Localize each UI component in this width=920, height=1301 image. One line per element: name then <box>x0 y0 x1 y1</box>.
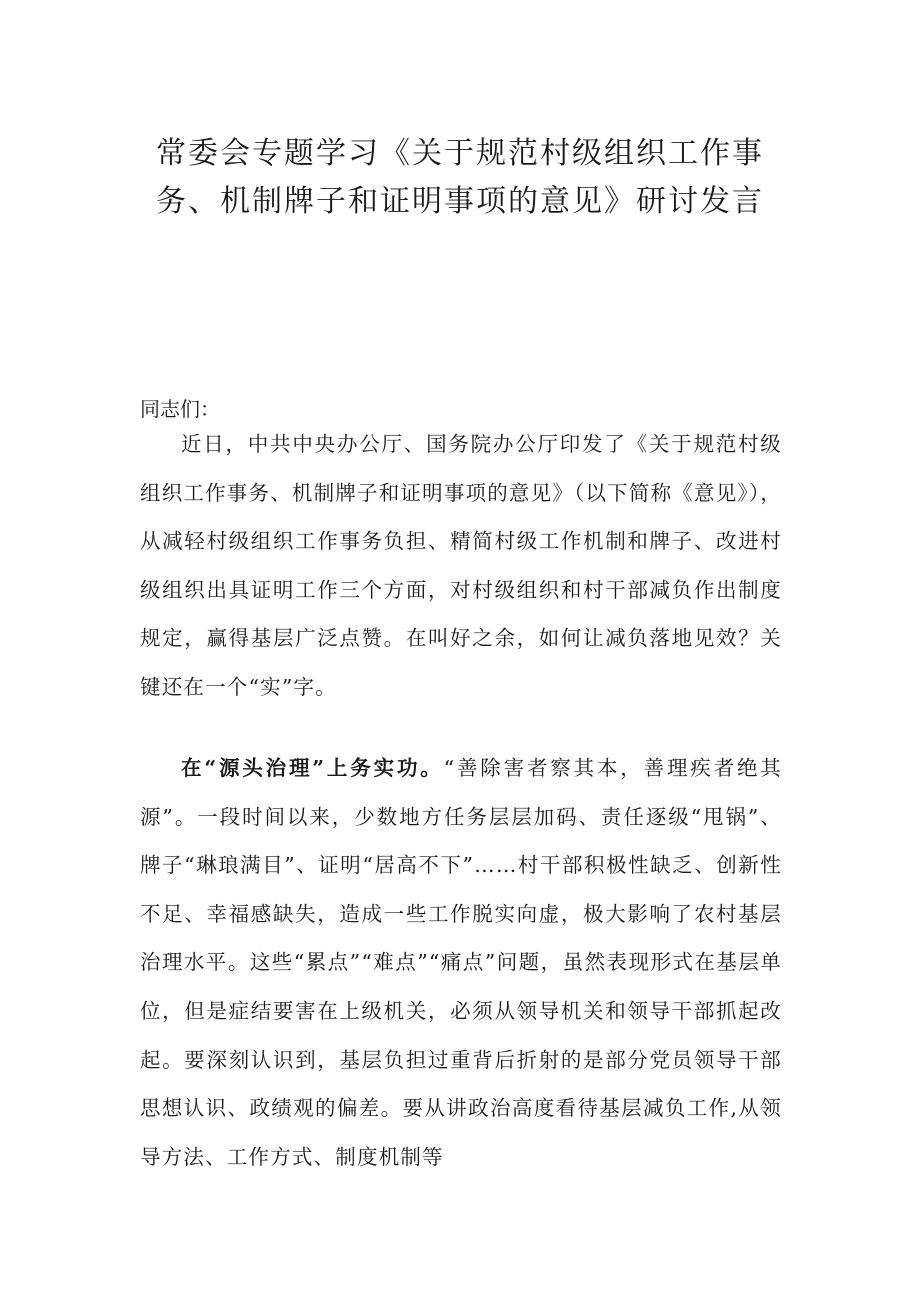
paragraph-source-governance <box>140 744 782 1181</box>
title-line-1: 常委会专题学习《关于规范村级组织工作事 <box>156 136 764 171</box>
title-line-2: 务、机制牌子和证明事项的意见》研讨发言 <box>156 184 764 219</box>
document-title <box>150 130 770 226</box>
paragraph-lead-heading: 在“源头治理”上务实功。 <box>181 756 444 780</box>
paragraph-intro: 近日，中共中央办公厅、国务院办公厅印发了《关于规范村级组织工作事务、机制牌子和证明事项的意见》（以下简称《意见》），从减轻村级组织工作事务负担、精简村级工作机制和牌子、改进村级组织出具证明工作三个方面，对村级组织和村干部减负作出制度规定，赢得基层广泛点赞。在叫好之余，如何让减负落地见效？关键还在一个“实”字。 <box>140 432 782 699</box>
salutation: 同志们： <box>140 397 220 421</box>
paragraph-body: “善除害者察其本，善理疾者绝其源”。一段时间以来，少数地方任务层层加码、责任逐级“甩锅”、牌子“琳琅满目”、证明“居高不下”……村干部积极性缺乏、创新性不足、幸福感缺失，造成一些工作脱实向虚，极大影响了农村基层治理水平。这些“累点”“难点”“痛点”问题，虽然表现形式在基层单位，但是症结要害在上级机关，必须从领导机关和领导干部抓起改起。要深刻认识到，基层负担过重背后折射的是部分党员领导干部思想认识、政绩观的偏差。要从讲政治高度看待基层减负工作,从领导方法、工作方式、制度机制等 <box>140 756 783 1169</box>
